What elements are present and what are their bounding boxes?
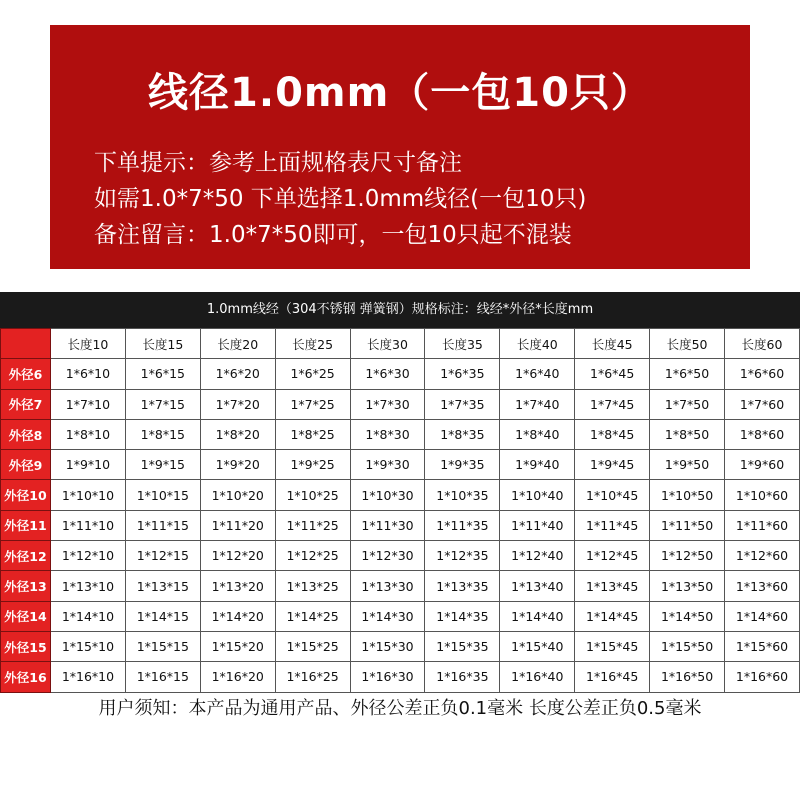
column-header: 长度60: [725, 329, 800, 359]
spec-cell: 1*8*40: [500, 419, 575, 449]
column-header: 长度15: [125, 329, 200, 359]
spec-cell: 1*7*20: [200, 389, 275, 419]
spec-cell: 1*7*30: [350, 389, 425, 419]
order-notes: [94, 145, 586, 253]
table-row: [1, 450, 800, 480]
row-label: 外径9: [1, 450, 51, 480]
spec-cell: 1*15*30: [350, 631, 425, 661]
spec-cell: 1*6*10: [51, 359, 126, 389]
spec-cell: 1*13*45: [575, 571, 650, 601]
column-header: 长度20: [200, 329, 275, 359]
spec-cell: 1*8*35: [425, 419, 500, 449]
spec-cell: 1*7*40: [500, 389, 575, 419]
spec-cell: 1*7*60: [725, 389, 800, 419]
spec-cell: 1*13*40: [500, 571, 575, 601]
table-row: [1, 480, 800, 510]
column-header: 长度50: [650, 329, 725, 359]
spec-cell: 1*12*35: [425, 541, 500, 571]
spec-cell: 1*13*25: [275, 571, 350, 601]
spec-cell: 1*6*15: [125, 359, 200, 389]
spec-cell: 1*14*60: [725, 601, 800, 631]
table-row: [1, 662, 800, 692]
spec-cell: 1*12*10: [51, 541, 126, 571]
spec-cell: 1*15*15: [125, 631, 200, 661]
spec-cell: 1*12*25: [275, 541, 350, 571]
spec-cell: 1*13*15: [125, 571, 200, 601]
row-label: 外径14: [1, 601, 51, 631]
spec-cell: 1*13*60: [725, 571, 800, 601]
spec-cell: 1*11*20: [200, 510, 275, 540]
spec-cell: 1*12*20: [200, 541, 275, 571]
column-header: 长度40: [500, 329, 575, 359]
spec-cell: 1*15*10: [51, 631, 126, 661]
spec-cell: 1*9*15: [125, 450, 200, 480]
spec-cell: 1*10*40: [500, 480, 575, 510]
spec-cell: 1*10*45: [575, 480, 650, 510]
spec-cell: 1*8*30: [350, 419, 425, 449]
spec-cell: 1*10*10: [51, 480, 126, 510]
spec-cell: 1*16*40: [500, 662, 575, 692]
corner-cell: [1, 329, 51, 359]
spec-cell: 1*10*60: [725, 480, 800, 510]
spec-cell: 1*16*35: [425, 662, 500, 692]
spec-cell: 1*11*15: [125, 510, 200, 540]
spec-cell: 1*8*45: [575, 419, 650, 449]
spec-cell: 1*6*35: [425, 359, 500, 389]
spec-cell: 1*6*60: [725, 359, 800, 389]
table-row: [1, 571, 800, 601]
spec-cell: 1*9*10: [51, 450, 126, 480]
spec-cell: 1*6*45: [575, 359, 650, 389]
spec-cell: 1*9*35: [425, 450, 500, 480]
table-row: [1, 631, 800, 661]
spec-cell: 1*7*50: [650, 389, 725, 419]
spec-cell: 1*14*35: [425, 601, 500, 631]
order-note-line: 备注留言：1.0*7*50即可，一包10只起不混装: [94, 222, 572, 248]
spec-cell: 1*16*15: [125, 662, 200, 692]
row-label: 外径13: [1, 571, 51, 601]
spec-table-header: 1.0mm线经（304不锈钢 弹簧钢）规格标注：线经*外径*长度mm: [0, 292, 800, 328]
table-row: [1, 389, 800, 419]
spec-cell: 1*9*40: [500, 450, 575, 480]
row-label: 外径6: [1, 359, 51, 389]
spec-cell: 1*15*35: [425, 631, 500, 661]
column-header: 长度30: [350, 329, 425, 359]
spec-cell: 1*16*45: [575, 662, 650, 692]
spec-cell: 1*11*40: [500, 510, 575, 540]
row-label: 外径11: [1, 510, 51, 540]
spec-cell: 1*8*50: [650, 419, 725, 449]
spec-cell: 1*12*45: [575, 541, 650, 571]
row-label: 外径7: [1, 389, 51, 419]
spec-cell: 1*6*30: [350, 359, 425, 389]
spec-cell: 1*14*30: [350, 601, 425, 631]
spec-cell: 1*7*35: [425, 389, 500, 419]
spec-cell: 1*14*45: [575, 601, 650, 631]
row-label: 外径15: [1, 631, 51, 661]
spec-cell: 1*6*25: [275, 359, 350, 389]
spec-cell: 1*7*10: [51, 389, 126, 419]
spec-cell: 1*9*30: [350, 450, 425, 480]
spec-cell: 1*6*20: [200, 359, 275, 389]
spec-cell: 1*14*15: [125, 601, 200, 631]
spec-cell: 1*10*30: [350, 480, 425, 510]
spec-cell: 1*8*25: [275, 419, 350, 449]
spec-cell: 1*11*45: [575, 510, 650, 540]
spec-cell: 1*8*15: [125, 419, 200, 449]
spec-cell: 1*16*20: [200, 662, 275, 692]
spec-cell: 1*12*40: [500, 541, 575, 571]
table-row: [1, 359, 800, 389]
spec-cell: 1*11*25: [275, 510, 350, 540]
spec-cell: 1*15*20: [200, 631, 275, 661]
spec-cell: 1*14*50: [650, 601, 725, 631]
spec-cell: 1*16*30: [350, 662, 425, 692]
row-label: 外径10: [1, 480, 51, 510]
table-row: [1, 510, 800, 540]
spec-cell: 1*14*25: [275, 601, 350, 631]
spec-cell: 1*7*25: [275, 389, 350, 419]
spec-cell: 1*9*60: [725, 450, 800, 480]
spec-cell: 1*7*15: [125, 389, 200, 419]
spec-cell: 1*7*45: [575, 389, 650, 419]
spec-cell: 1*11*30: [350, 510, 425, 540]
spec-cell: 1*12*15: [125, 541, 200, 571]
spec-cell: 1*9*50: [650, 450, 725, 480]
table-row: [1, 541, 800, 571]
spec-cell: 1*9*45: [575, 450, 650, 480]
spec-cell: 1*10*15: [125, 480, 200, 510]
title-banner: [50, 25, 750, 269]
row-label: 外径16: [1, 662, 51, 692]
spec-cell: 1*16*10: [51, 662, 126, 692]
spec-cell: 1*9*25: [275, 450, 350, 480]
spec-cell: 1*12*60: [725, 541, 800, 571]
spec-cell: 1*12*50: [650, 541, 725, 571]
spec-cell: 1*13*30: [350, 571, 425, 601]
order-note-line: 下单提示：参考上面规格表尺寸备注: [94, 150, 462, 176]
spec-cell: 1*14*10: [51, 601, 126, 631]
table-row: [1, 601, 800, 631]
spec-cell: 1*10*35: [425, 480, 500, 510]
spec-table: [0, 328, 800, 693]
order-note-line: 如需1.0*7*50 下单选择1.0mm线径(一包10只): [94, 186, 587, 212]
spec-cell: 1*10*25: [275, 480, 350, 510]
spec-cell: 1*15*50: [650, 631, 725, 661]
spec-table-section: [0, 292, 800, 693]
table-row: [1, 419, 800, 449]
spec-cell: 1*16*25: [275, 662, 350, 692]
spec-cell: 1*11*10: [51, 510, 126, 540]
spec-cell: 1*13*20: [200, 571, 275, 601]
spec-cell: 1*8*10: [51, 419, 126, 449]
spec-cell: 1*15*40: [500, 631, 575, 661]
row-label: 外径12: [1, 541, 51, 571]
spec-cell: 1*8*20: [200, 419, 275, 449]
spec-cell: 1*13*50: [650, 571, 725, 601]
spec-cell: 1*15*45: [575, 631, 650, 661]
spec-cell: 1*11*35: [425, 510, 500, 540]
user-notice: 用户须知：本产品为通用产品、外径公差正负0.1毫米 长度公差正负0.5毫米: [98, 698, 702, 719]
spec-cell: 1*6*40: [500, 359, 575, 389]
spec-cell: 1*13*35: [425, 571, 500, 601]
spec-cell: 1*12*30: [350, 541, 425, 571]
spec-cell: 1*11*60: [725, 510, 800, 540]
spec-cell: 1*15*25: [275, 631, 350, 661]
column-header: 长度45: [575, 329, 650, 359]
spec-cell: 1*10*20: [200, 480, 275, 510]
spec-cell: 1*16*60: [725, 662, 800, 692]
spec-cell: 1*15*60: [725, 631, 800, 661]
spec-cell: 1*8*60: [725, 419, 800, 449]
spec-cell: 1*14*40: [500, 601, 575, 631]
row-label: 外径8: [1, 419, 51, 449]
spec-cell: 1*11*50: [650, 510, 725, 540]
spec-cell: 1*14*20: [200, 601, 275, 631]
spec-cell: 1*6*50: [650, 359, 725, 389]
spec-cell: 1*10*50: [650, 480, 725, 510]
spec-cell: 1*13*10: [51, 571, 126, 601]
spec-cell: 1*9*20: [200, 450, 275, 480]
column-header-row: [1, 329, 800, 359]
column-header: 长度35: [425, 329, 500, 359]
column-header: 长度10: [51, 329, 126, 359]
column-header: 长度25: [275, 329, 350, 359]
banner-title: 线径1.0mm（一包10只）: [148, 70, 652, 116]
spec-cell: 1*16*50: [650, 662, 725, 692]
